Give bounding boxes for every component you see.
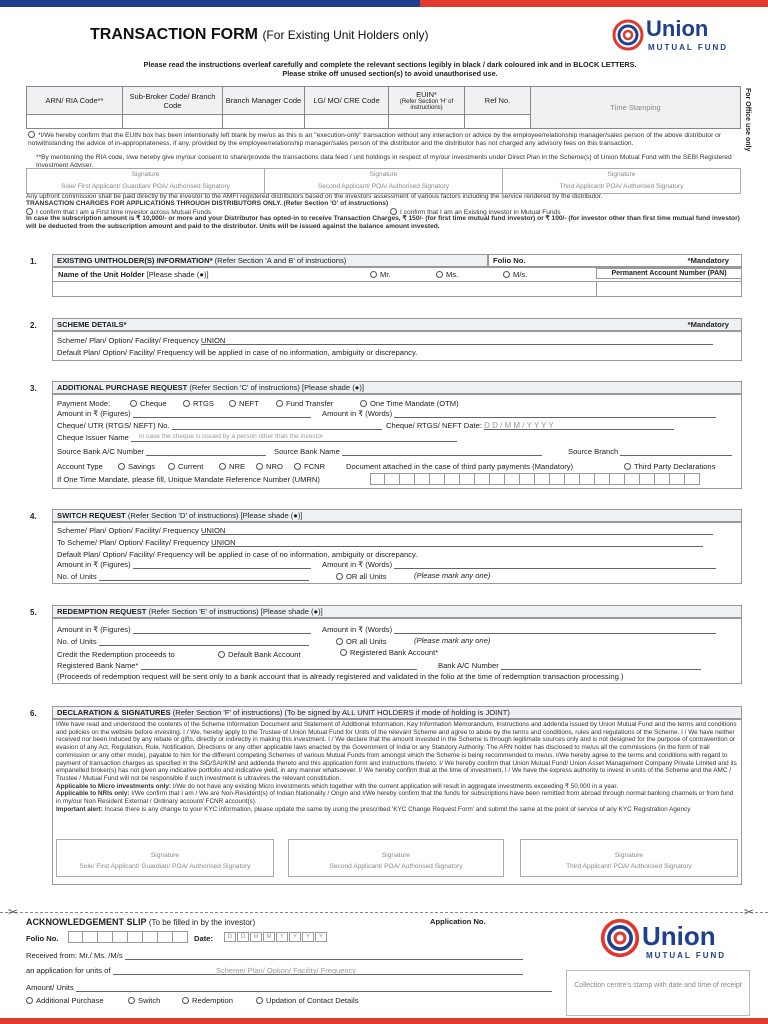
ack-scheme-placeholder: Scheme/ Plan/ Option/ Facility/ Frequency: [216, 966, 357, 975]
existing-option[interactable]: I confirm that I am an Existing investor in Mutual Funds: [390, 208, 730, 217]
umrn-input[interactable]: [370, 473, 700, 485]
switch-mark-note: (Please mark any one): [414, 571, 491, 580]
redeem-amount-figures[interactable]: Amount in ₹ (Figures): [57, 625, 311, 634]
ack-folio-input[interactable]: [68, 931, 188, 943]
section-5-number: 5.: [30, 608, 37, 617]
registered-bank-name[interactable]: Registered Bank Name*: [57, 661, 417, 670]
lg-header: LG/ MO/ CRE Code: [305, 87, 389, 115]
pay-neft[interactable]: NEFT: [229, 399, 259, 408]
branch-manager-header: Branch Manager Code: [223, 87, 305, 115]
cheque-no[interactable]: Cheque/ UTR (RTGS/ NEFT) No.: [57, 421, 382, 430]
cheque-date[interactable]: Cheque/ RTGS/ NEFT Date: D D / M M / Y Y Y Y: [386, 421, 674, 430]
scheme-field[interactable]: Scheme/ Plan/ Option/ Facility/ Frequency UNION: [57, 336, 713, 345]
registered-bank-acno[interactable]: Bank A/C Number: [438, 661, 701, 670]
source-branch[interactable]: Source Branch: [568, 447, 732, 456]
ack-redemption[interactable]: Redemption: [182, 996, 233, 1005]
folio-field[interactable]: Folio No. *Mandatory: [488, 254, 742, 267]
charges-note: In case the subscription amount is ₹ 10,000/- or more and your Distributor has opted-in to receive Transaction Charges, ₹ 150/- (for first time mutual fund investor) or ₹ 100/- (for investor other than first time mutual fund investor) will be deducted from the subscription amount and paid to the distributor. Units will be issued against the balance amount invested.: [26, 215, 740, 230]
ac-fcnr[interactable]: FCNR: [294, 462, 325, 471]
ack-switch[interactable]: Switch: [128, 996, 160, 1005]
euin-consent-radio[interactable]: [28, 131, 35, 138]
ack-date-label: Date:: [194, 934, 213, 943]
logo-wordmark: Union: [646, 16, 709, 41]
bottom-red-bar: [0, 1018, 768, 1024]
branch-manager-input[interactable]: [223, 115, 305, 129]
logo-tagline: MUTUAL FUND: [648, 43, 729, 52]
ack-union-logo: Union MUTUAL FUND: [570, 917, 750, 961]
source-acno[interactable]: Source Bank A/C Number: [57, 447, 266, 456]
title-ms[interactable]: Ms.: [436, 270, 458, 279]
ack-received-from[interactable]: Received from: Mr./ Ms. /M/s: [26, 951, 523, 960]
top-blue-bar: [0, 0, 420, 7]
euin-input[interactable]: [389, 115, 465, 129]
amount-words[interactable]: Amount in ₹ (Words): [322, 409, 716, 418]
credit-default-bank[interactable]: Default Bank Account: [218, 650, 301, 659]
amount-figures[interactable]: Amount in ₹ (Figures): [57, 409, 311, 418]
switch-units[interactable]: No. of Units: [57, 572, 309, 581]
section-3-header: ADDITIONAL PURCHASE REQUEST (Refer Section 'C' of instructions) [Please shade (●)]: [52, 381, 742, 394]
signature-third[interactable]: Signature Third Applicant/ POA/ Authorised Signatory: [559, 171, 684, 190]
account-type-label: Account Type: [57, 462, 103, 471]
redeem-mark-note: (Please mark any one): [414, 636, 491, 645]
ack-amount-units[interactable]: Amount/ Units: [26, 983, 552, 992]
cut-line: [0, 912, 768, 913]
union-swirl-icon: [612, 18, 644, 52]
section-2-header: SCHEME DETAILS* *Mandatory: [52, 318, 742, 331]
signature-second[interactable]: Signature Second Applicant/ POA/ Authorised Signatory: [265, 169, 503, 193]
commission-note: Any upfront commission shall be paid directly by the investor to the AMFI registered distributors based on the investors assessment of various factors including the service rendered by the distributor.: [26, 193, 603, 200]
ref-header: Ref No.: [465, 87, 531, 115]
declaration-signature-second[interactable]: Signature Second Applicant/ POA/ Authorised Signatory: [288, 839, 504, 877]
ac-current[interactable]: Current: [168, 462, 203, 471]
euin-header: EUIN* (Refer Section 'H' of instructions): [389, 87, 465, 115]
pay-otm[interactable]: One Time Mandate (OTM): [360, 399, 459, 408]
pay-fund-transfer[interactable]: Fund Transfer: [276, 399, 333, 408]
default-note: Default Plan/ Option/ Facility/ Frequency will be applied in case of no information, ambiguity or discrepancy.: [57, 348, 418, 357]
redeem-units[interactable]: No. of Units: [57, 637, 309, 646]
distributor-codes-table: [26, 86, 741, 129]
ria-disclaimer: **By mentioning the RIA code, I/we hereby give my/our consent to share/provide the transactions data feed / unit holdings in respect of my/our investments under Direct Plan in the Scheme(s) of Union Mutual Fund with the SEBI Registered Investment Adviser.: [36, 154, 732, 169]
signature-row-top: [26, 168, 741, 194]
collection-stamp-box[interactable]: Collection centre's stamp with date and time of receipt: [566, 970, 750, 1016]
pay-rtgs[interactable]: RTGS: [183, 399, 214, 408]
switch-from-scheme[interactable]: Scheme/ Plan/ Option/ Facility/ Frequency UNION: [57, 526, 713, 535]
section-4-header: SWITCH REQUEST (Refer Section 'D' of instructions) [Please shade (●)]: [52, 509, 742, 522]
third-party-declaration[interactable]: Third Party Declarations: [624, 462, 715, 471]
ac-savings[interactable]: Savings: [118, 462, 155, 471]
unit-holder-name-label: Name of the Unit Holder [Please shade (●)]: [58, 270, 209, 279]
arn-input[interactable]: [27, 115, 123, 129]
payment-mode-label: Payment Mode:: [57, 399, 111, 408]
declaration-signature-third[interactable]: Signature Third Applicant/ POA/ Authorised Signatory: [520, 839, 738, 877]
sub-broker-header: Sub-Broker Code/ Branch Code: [123, 87, 223, 115]
time-stamping: Time Stamping: [531, 87, 741, 129]
sub-broker-input[interactable]: [123, 115, 223, 129]
charges-title: TRANSACTION CHARGES FOR APPLICATIONS THROUGH DISTRIBUTORS ONLY. (Refer Section 'G' of instructions): [26, 200, 389, 207]
union-logo: [612, 18, 762, 58]
declaration-signature-first[interactable]: Signature Sole/ First Applicant/ Guardian/ POA/ Authorised Signatory: [56, 839, 274, 877]
ac-nro[interactable]: NRO: [256, 462, 283, 471]
section-6-number: 6.: [30, 709, 37, 718]
section-1-header: EXISTING UNITHOLDER(S) INFORMATION* (Refer Section 'A and B' of instructions): [52, 254, 488, 267]
ack-additional-purchase[interactable]: Additional Purchase: [26, 996, 104, 1005]
switch-to-scheme[interactable]: To Scheme/ Plan/ Option/ Facility/ Frequency UNION: [57, 538, 703, 547]
instructions: Please read the instructions overleaf carefully and complete the relevant sections legibly in black / dark coloured ink and in BLOCK LETTERS. Please strike off unused section(s) to avoid unauthorised use.: [143, 60, 637, 78]
declaration-text: I/We have read and understood the contents of the Scheme Information Document and Statement of Additional Information, Key Information Memorandum, Instructions and addenda issued by Union Mutual Fund and the terms and conditions and policies on the website before investing. I / We, hereby apply to the Trustee of Union Mutual Fund for Units of the relevant Scheme and agree to abide by the terms and conditions, rules and regulations of the Scheme. I / We have neither received nor been induced by any rebate or gifts, directly or indirectly in making this investment. I / We declare that the amount invested in the Scheme is through legitimate sources only and is not designed for the purpose of contravention or evasion of any Act, Regulation, Rule, Notification, Directions or any other applicable laws enacted by the Government of India or any Statutory Authority. The ARN holder has disclosed to me/us all the commissions (in the form of trail commission or any other mode), payable to him for the different competing Schemes of various Mutual Funds from amongst which the Scheme is being recommended to me/us. I/We hereby agree to the terms and conditions with regard to payment of transaction charges as specified in the SID/SAI/KIM and addenda thereto and this application form and instructions thereto. I/ We hereby confirm that Union Mutual Fund/ Union Asset Management Company Private Limited and its empanelled broker(s) has not given any indicative portfolio and indicative yield, in any manner whatsoever. I/ We hereby confirm that at the time of investment, I / We have the express authority to invest in units of the Scheme and the AMC / Trustee / Mutual Fund will not be responsible if such investment is ultravires the relevant constitution. Applicable to Micro investments only: I/We do not have any existing Micro investments which together with the current application will result in aggregate investments exceeding ₹ 50,000 in a year. Applicable to NRIs only: I/We confirm that I am / We are Non-Resident(s) of Indian Nationality / Origin and I/We hereby confirm that the funds for subscriptions have been remitted from abroad through normal banking channels or from fund in my/our Non Resident External / Ordinary account/ FCNR account(s). Important alert: Incase there is any change to your KYC information, please update the same by using the prescribed 'KYC Change Request Form' and submit the same at the point of service of any KYC Registration Agency: [56, 721, 737, 813]
switch-default-note: Default Plan/ Option/ Facility/ Frequency will be applied in case of no information, ambiguity or discrepancy.: [57, 550, 418, 559]
lg-input[interactable]: [305, 115, 389, 129]
pan-input[interactable]: [596, 281, 742, 297]
scissors-icon-right: ✂: [744, 905, 755, 919]
title-mss[interactable]: M/s.: [503, 270, 527, 279]
page-title: TRANSACTION FORM (For Existing Unit Holders only): [90, 26, 429, 43]
section-3-number: 3.: [30, 384, 37, 393]
section-1-number: 1.: [30, 257, 37, 266]
ack-contact-details[interactable]: Updation of Contact Details: [256, 996, 358, 1005]
ack-swirl-icon: [600, 917, 640, 959]
section-6-header: DECLARATION & SIGNATURES (Refer Section 'F' of instructions) (To be signed by ALL UNIT HOLDERS if mode of holding is JOINT): [52, 706, 742, 719]
pay-cheque[interactable]: Cheque: [130, 399, 167, 408]
pan-label: Permanent Account Number (PAN): [596, 268, 742, 279]
switch-amount-figures[interactable]: Amount in ₹ (Figures): [57, 560, 311, 569]
switch-all-units[interactable]: OR all Units: [336, 572, 387, 581]
section-2-number: 2.: [30, 321, 37, 330]
arn-header: ARN/ RIA Code**: [27, 87, 123, 115]
third-party-doc: Document attached in the case of third party payments (Mandatory): [346, 462, 574, 471]
umrn-label: If One Time Mandate, please fill, Unique Mandate Reference Number (UMRN): [57, 475, 320, 484]
credit-registered-bank[interactable]: Registered Bank Account*: [340, 648, 438, 657]
ack-application-units[interactable]: an application for units of: [26, 966, 523, 975]
redeem-amount-words[interactable]: Amount in ₹ (Words): [322, 625, 716, 634]
unit-holder-name-input[interactable]: [52, 281, 596, 297]
scissors-icon: ✂: [8, 905, 19, 919]
redemption-note: (Proceeds of redemption request will be sent only to a bank account that is already registered and validated in the folio at the time of redemption transaction processing.): [57, 672, 624, 681]
euin-disclaimer: *I/We hereby confirm that the EUIN box has been intentionally left blank by me/us as this is an "execution-only" transaction without any interaction or advice by the employee/relationship manager/sales person of the above distributor or notwithstanding the advice of in-appropriateness, if any, provided by the employee/relationship manager/sales person of the distributor and the distributor has not charged any advisory fees on this transaction.: [28, 132, 721, 147]
ack-folio-label: Folio No.: [26, 934, 59, 943]
ack-title: ACKNOWLEDGEMENT SLIP (To be filled in by the investor): [26, 917, 256, 927]
first-time-option[interactable]: I confirm that I am a First time investor across Mutual Funds: [26, 208, 366, 217]
ack-date-input[interactable]: D D M M Y Y Y Y: [224, 931, 328, 942]
issuer-name[interactable]: Cheque Issuer Name In case the cheque is issued by a person other than the investor: [57, 433, 457, 442]
source-bank[interactable]: Source Bank Name: [274, 447, 542, 456]
ac-nre[interactable]: NRE: [219, 462, 245, 471]
signature-first[interactable]: Signature Sole/ First Applicant/ Guardian/ POA/ Authorised Signatory: [27, 169, 265, 193]
ref-input[interactable]: [465, 115, 531, 129]
switch-amount-words[interactable]: Amount in ₹ (Words): [322, 560, 716, 569]
title-mr[interactable]: Mr.: [370, 270, 391, 279]
section-5-header: REDEMPTION REQUEST (Refer Section 'E' of instructions) [Please shade (●)]: [52, 605, 742, 618]
ack-appno-label: Application No.: [430, 917, 486, 926]
office-use-label: For Office use only: [744, 88, 751, 152]
credit-label: Credit the Redemption proceeds to: [57, 650, 175, 659]
section-4-number: 4.: [30, 512, 37, 521]
top-red-bar: [420, 0, 768, 7]
redeem-all-units[interactable]: OR all Units: [336, 637, 387, 646]
